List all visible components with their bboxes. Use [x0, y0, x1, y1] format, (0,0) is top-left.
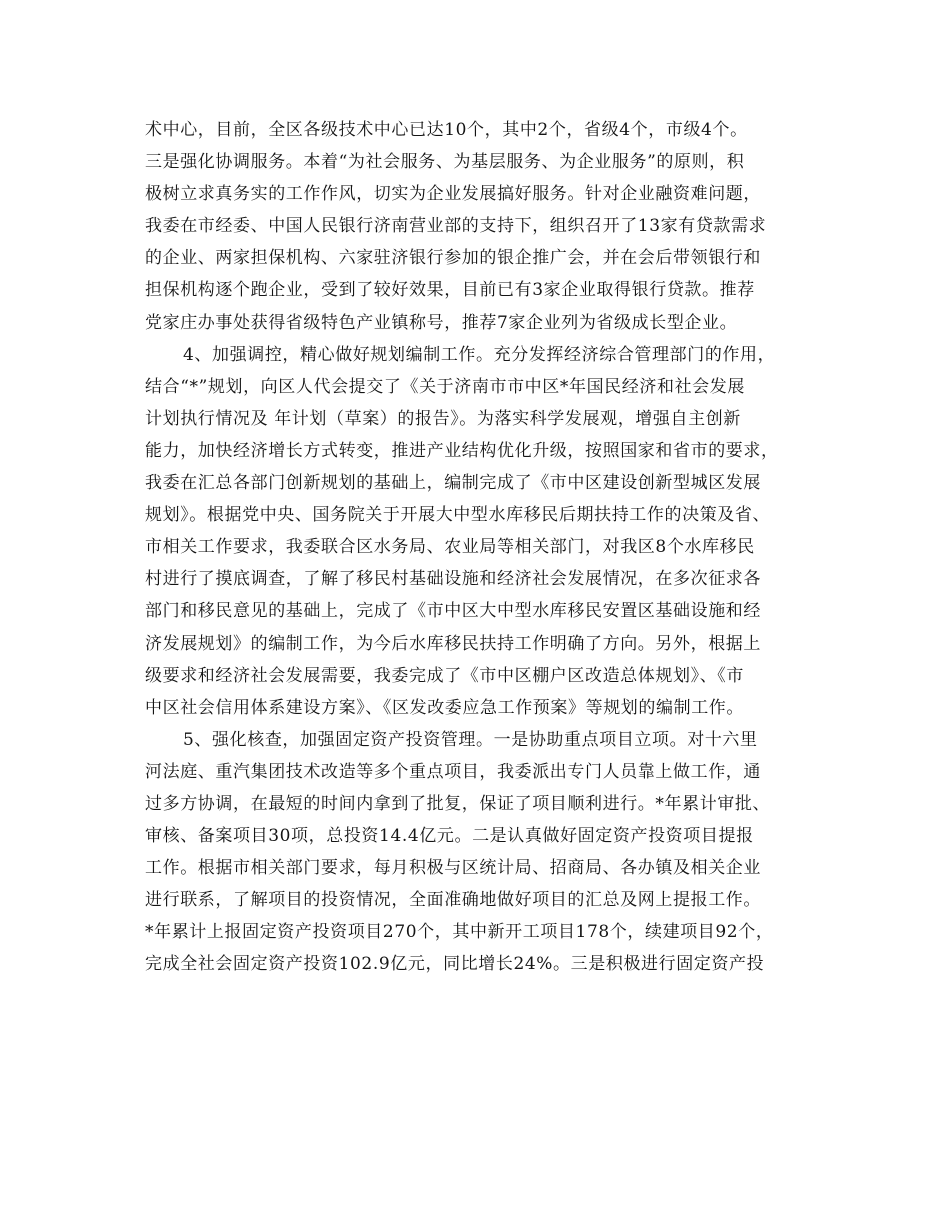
text-line: 计划执行情况及 年计划（草案）的报告》。为落实科学发展观，增强自主创新: [145, 408, 741, 429]
text-line: *年累计上报固定资产投资项目270个，其中新开工项目178个，续建项目92个，: [145, 922, 774, 943]
text-line: 进行联系，了解项目的投资情况，全面准确地做好项目的汇总及网上提报工作。: [145, 890, 761, 911]
text-line: 担保机构逐个跑企业，受到了较好效果，目前已有3家企业取得银行贷款。推荐: [145, 280, 755, 301]
text-line: 能力，加快经济增长方式转变，推进产业结构优化升级，按照国家和省市的要求，: [145, 440, 779, 461]
text-line: 的企业、两家担保机构、六家驻济银行参加的银企推广会，并在会后带领银行和: [145, 248, 761, 269]
text-line: 党家庄办事处获得省级特色产业镇称号，推荐7家企业列为省级成长型企业。: [145, 312, 738, 333]
text-line: 级要求和经济社会发展需要，我委完成了《市中区棚户区改造总体规划》、《市: [145, 665, 744, 686]
text-line: 济发展规划》的编制工作，为今后水库移民扶持工作明确了方向。另外，根据上: [145, 633, 761, 654]
text-line: 极树立求真务实的工作作风，切实为企业发展搞好服务。针对企业融资难问题，: [145, 184, 761, 205]
text-line: 三是强化协调服务。本着“为社会服务、为基层服务、为企业服务”的原则，积: [145, 152, 745, 173]
text-line: 我委在汇总各部门创新规划的基础上，编制完成了《市中区建设创新型城区发展: [145, 473, 761, 494]
text-line: 术中心，目前，全区各级技术中心已达10个，其中2个，省级4个，市级4个。: [145, 120, 748, 140]
document-body: [145, 114, 805, 981]
text-line: 过多方协调，在最短的时间内拿到了批复，保证了项目顺利进行。*年累计审批、: [145, 793, 771, 814]
text-line: 中区社会信用体系建设方案》、《区发改委应急工作预案》等规划的编制工作。: [145, 697, 744, 718]
paragraph-start-line: 4、加强调控，精心做好规划编制工作。充分发挥经济综合管理部门的作用，: [183, 344, 776, 365]
text-line: 部门和移民意见的基础上，完成了《市中区大中型水库移民安置区基础设施和经: [145, 601, 761, 622]
text-line: 审核、备案项目30项，总投资14.4亿元。二是认真做好固定资产投资项目提报: [145, 826, 754, 847]
text-line: 市相关工作要求，我委联合区水务局、农业局等相关部门，对我区8个水库移民: [145, 537, 755, 558]
text-line: 规划》。根据党中央、国务院关于开展大中型水库移民后期扶持工作的决策及省、: [145, 505, 771, 526]
text-line: 河法庭、重汽集团技术改造等多个重点项目，我委派出专门人员靠上做工作，通: [145, 761, 761, 782]
text-line: 完成全社会固定资产投资102.9亿元，同比增长24%。三是积极进行固定资产投: [145, 954, 765, 975]
text-line: 我委在市经委、中国人民银行济南营业部的支持下，组织召开了13家有贷款需求: [145, 216, 767, 237]
text-line: 结合“*”规划，向区人代会提交了《关于济南市市中区*年国民经济和社会发展: [145, 376, 745, 397]
text-line: 村进行了摸底调查，了解了移民村基础设施和经济社会发展情况，在多次征求各: [145, 569, 761, 590]
paragraph-start-line: 5、强化核查，加强固定资产投资管理。一是协助重点项目立项。对十六里: [183, 729, 758, 750]
text-line: 工作。根据市相关部门要求，每月积极与区统计局、招商局、各办镇及相关企业: [145, 858, 761, 879]
